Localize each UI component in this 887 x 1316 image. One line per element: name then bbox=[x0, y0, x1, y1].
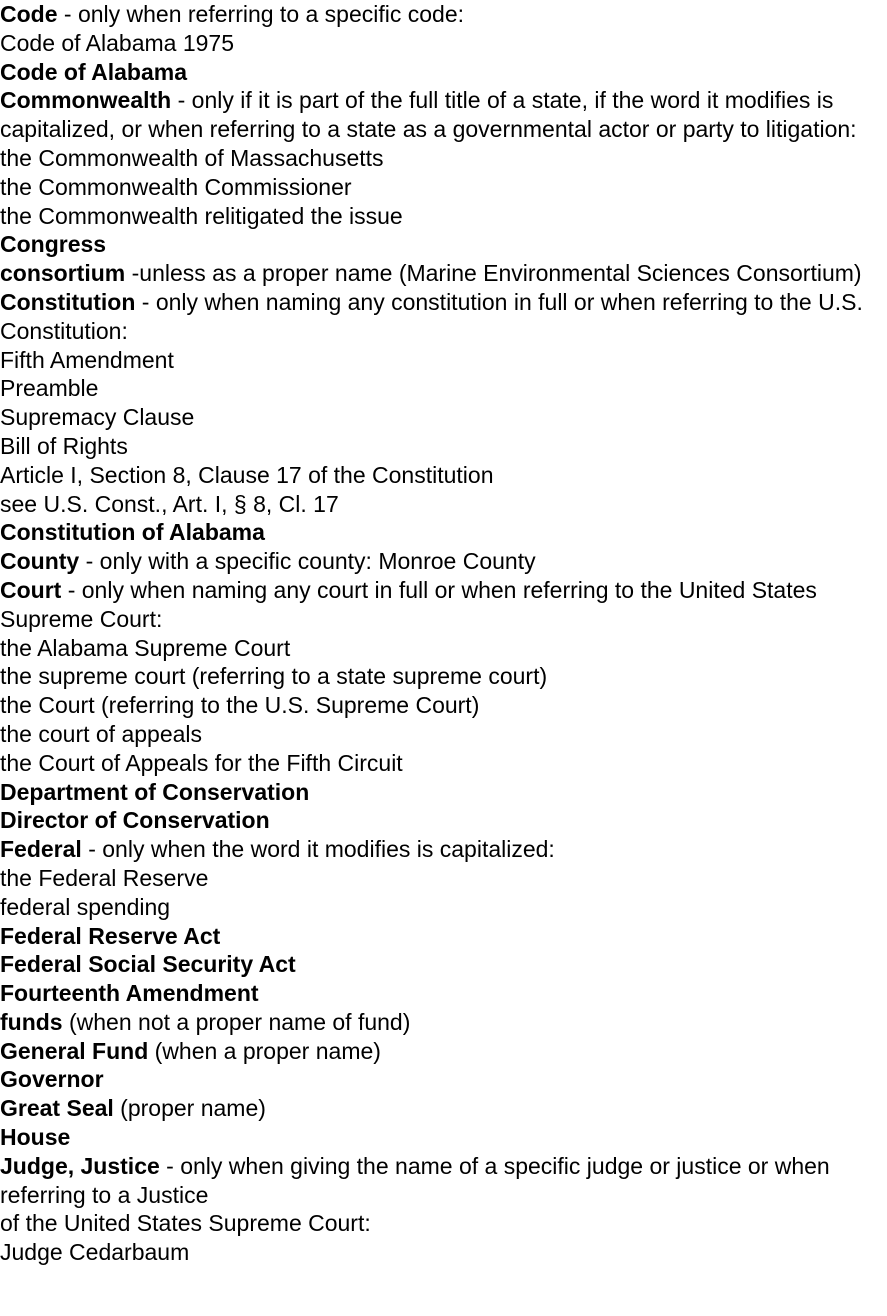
entry-term: Federal bbox=[0, 836, 82, 863]
entry-text: of the United States Supreme Court: bbox=[0, 1210, 371, 1237]
entry-text: the Court (referring to the U.S. Supreme Court) bbox=[0, 692, 480, 719]
entry-line bbox=[0, 490, 887, 519]
entry-line bbox=[0, 58, 887, 87]
entry-line bbox=[0, 1008, 887, 1037]
entry-line bbox=[0, 835, 887, 864]
entry-line bbox=[0, 922, 887, 951]
entry-line bbox=[0, 547, 887, 576]
entry-term: Federal Reserve Act bbox=[0, 922, 221, 949]
entry-term: Great Seal bbox=[0, 1095, 114, 1122]
entry-line bbox=[0, 1209, 887, 1238]
entry-term: Federal Social Security Act bbox=[0, 951, 296, 978]
entry-line bbox=[0, 202, 887, 231]
entry-text: the Commonwealth Commissioner bbox=[0, 173, 352, 200]
entry-line bbox=[0, 346, 887, 375]
entry-text: the Commonwealth relitigated the issue bbox=[0, 202, 403, 229]
entry-text: (when not a proper name of fund) bbox=[62, 1008, 411, 1035]
entry-line bbox=[0, 806, 887, 835]
entry-line bbox=[0, 1238, 887, 1267]
entry-text: Bill of Rights bbox=[0, 432, 128, 459]
entry-term: Director of Conservation bbox=[0, 807, 270, 834]
entry-line bbox=[0, 864, 887, 893]
entry-line bbox=[0, 950, 887, 979]
entry-line bbox=[0, 634, 887, 663]
entry-text: Fifth Amendment bbox=[0, 346, 174, 373]
entry-line bbox=[0, 259, 887, 288]
entry-line bbox=[0, 893, 887, 922]
entry-text: the Federal Reserve bbox=[0, 864, 209, 891]
entry-line bbox=[0, 720, 887, 749]
entry-term: funds bbox=[0, 1008, 63, 1035]
entry-line bbox=[0, 288, 887, 346]
entry-text: (when a proper name) bbox=[148, 1037, 381, 1064]
entry-text: federal spending bbox=[0, 893, 171, 920]
entry-line bbox=[0, 1123, 887, 1152]
entry-line bbox=[0, 518, 887, 547]
entry-text: - only when the word it modifies is capitalized: bbox=[81, 836, 555, 863]
entry-text: Article I, Section 8, Clause 17 of the Constitution bbox=[0, 461, 494, 488]
entry-term: Code of Alabama bbox=[0, 58, 188, 85]
entry-term: County bbox=[0, 548, 80, 575]
entry-line bbox=[0, 778, 887, 807]
entry-line bbox=[0, 230, 887, 259]
entry-line bbox=[0, 403, 887, 432]
entry-text: - only if it is part of the full title of a state, if the word it modifies is capitalized, or when referring to a state as a governmental actor or party to litigation: bbox=[0, 87, 857, 143]
entry-line bbox=[0, 749, 887, 778]
entry-text: the Commonwealth of Massachusetts bbox=[0, 144, 384, 171]
entry-line bbox=[0, 979, 887, 1008]
entry-line bbox=[0, 86, 887, 144]
entry-text: the Alabama Supreme Court bbox=[0, 634, 291, 661]
entry-term: Commonwealth bbox=[0, 87, 172, 114]
entry-text: - only with a specific county: Monroe County bbox=[79, 548, 536, 575]
entry-term: Code bbox=[0, 1, 58, 27]
entry-text: - only when giving the name of a specific judge or justice or when referring to a Justice bbox=[0, 1152, 830, 1208]
entry-line bbox=[0, 144, 887, 173]
entry-line bbox=[0, 1037, 887, 1066]
entry-text: see U.S. Const., Art. I, § 8, Cl. 17 bbox=[0, 490, 339, 517]
entry-line bbox=[0, 461, 887, 490]
entry-line bbox=[0, 173, 887, 202]
entry-line bbox=[0, 1152, 887, 1210]
entry-term: Constitution of Alabama bbox=[0, 519, 265, 546]
entry-term: Congress bbox=[0, 231, 107, 258]
entry-term: Court bbox=[0, 576, 62, 603]
entry-line bbox=[0, 1065, 887, 1094]
entry-text: Preamble bbox=[0, 375, 99, 402]
entry-text: the supreme court (referring to a state supreme court) bbox=[0, 663, 548, 690]
entry-text: the Court of Appeals for the Fifth Circuit bbox=[0, 749, 403, 776]
entry-text: - only when referring to a specific code: bbox=[57, 1, 465, 27]
entry-term: consortium bbox=[0, 260, 126, 287]
entry-line bbox=[0, 576, 887, 634]
entry-line bbox=[0, 691, 887, 720]
entry-line bbox=[0, 29, 887, 58]
entry-line bbox=[0, 662, 887, 691]
entry-text: -unless as a proper name (Marine Environmental Sciences Consortium) bbox=[125, 260, 862, 287]
entry-text: (proper name) bbox=[113, 1095, 266, 1122]
entry-line bbox=[0, 374, 887, 403]
entry-line bbox=[0, 432, 887, 461]
entry-text: Judge Cedarbaum bbox=[0, 1239, 190, 1266]
entry-term: Department of Conservation bbox=[0, 778, 310, 805]
entry-term: House bbox=[0, 1124, 71, 1151]
entry-text: the court of appeals bbox=[0, 720, 203, 747]
entry-text: - only when naming any court in full or when referring to the United States Supreme Court: bbox=[0, 576, 817, 632]
entry-text: Code of Alabama 1975 bbox=[0, 29, 235, 56]
entry-term: Governor bbox=[0, 1066, 104, 1093]
entry-term: General Fund bbox=[0, 1037, 149, 1064]
entry-line bbox=[0, 1094, 887, 1123]
entry-term: Judge, Justice bbox=[0, 1152, 160, 1179]
entry-line bbox=[0, 0, 887, 29]
entry-term: Constitution bbox=[0, 288, 136, 315]
entry-text: Supremacy Clause bbox=[0, 404, 195, 431]
entry-term: Fourteenth Amendment bbox=[0, 980, 259, 1007]
entry-text: - only when naming any constitution in full or when referring to the U.S. Constitution: bbox=[0, 288, 863, 344]
